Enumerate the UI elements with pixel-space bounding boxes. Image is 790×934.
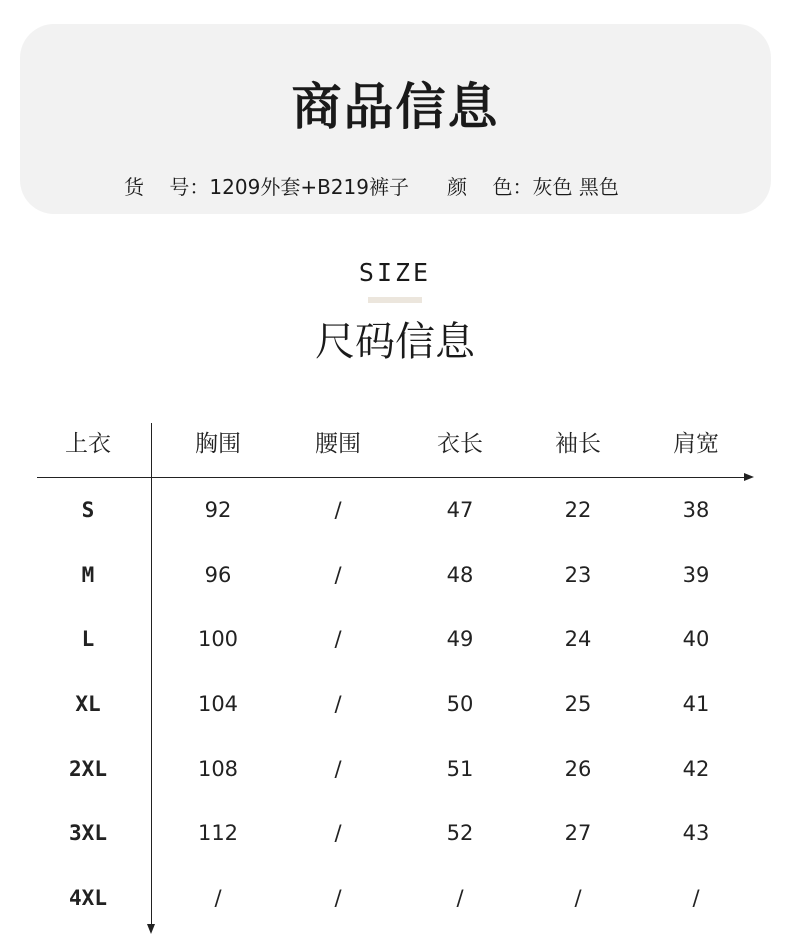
- measurement-cell: 92: [204, 498, 232, 522]
- measurement-cell: 26: [564, 757, 592, 781]
- measurement-cell: /: [214, 886, 222, 910]
- measurement-cell: /: [692, 886, 700, 910]
- measurement-cell: 47: [446, 498, 474, 522]
- size-label-cell: 3XL: [69, 821, 107, 845]
- measurement-cell: 100: [197, 627, 239, 651]
- measurement-cell: 52: [446, 821, 474, 845]
- header-sleeve: 袖长: [555, 431, 601, 457]
- measurement-cell: 27: [564, 821, 592, 845]
- measurement-cell: 43: [682, 821, 710, 845]
- product-info-title: 商品信息: [291, 78, 500, 136]
- measurement-cell: 40: [682, 627, 710, 651]
- size-heading-zh: 尺码信息: [315, 319, 475, 365]
- measurement-cell: 51: [446, 757, 474, 781]
- measurement-cell: /: [574, 886, 582, 910]
- measurement-cell: 112: [197, 821, 239, 845]
- measurement-cell: 24: [564, 627, 592, 651]
- measurement-cell: 49: [446, 627, 474, 651]
- horizontal-arrow-icon: [744, 473, 754, 481]
- measurement-cell: 39: [682, 563, 710, 587]
- measurement-cell: 96: [204, 563, 232, 587]
- measurement-cell: /: [334, 498, 342, 522]
- header-waist: 腰围: [315, 431, 361, 457]
- measurement-cell: /: [334, 563, 342, 587]
- measurement-cell: /: [334, 692, 342, 716]
- header-chest: 胸围: [195, 431, 241, 457]
- product-info-card: [20, 24, 771, 214]
- size-heading-underline: [368, 297, 422, 303]
- size-label-cell: XL: [75, 692, 101, 716]
- vertical-arrow-icon: [147, 924, 155, 934]
- measurement-cell: 22: [564, 498, 592, 522]
- measurement-cell: /: [334, 757, 342, 781]
- size-label-cell: 4XL: [69, 886, 107, 910]
- measurement-cell: 42: [682, 757, 710, 781]
- size-heading-en: SIZE: [358, 258, 432, 287]
- measurement-cell: 48: [446, 563, 474, 587]
- product-details-line: 货 号：1209外套+B219裤子 颜 色：灰色 黑色: [124, 175, 619, 199]
- size-label-cell: S: [81, 498, 95, 522]
- size-label-cell: L: [81, 627, 95, 651]
- measurement-cell: 38: [682, 498, 710, 522]
- header-top: 上衣: [65, 431, 111, 457]
- table-horizontal-axis: [37, 477, 747, 478]
- header-length: 衣长: [437, 431, 483, 457]
- size-label-cell: M: [81, 563, 95, 587]
- table-vertical-axis: [151, 423, 152, 926]
- measurement-cell: 23: [564, 563, 592, 587]
- header-shoulder: 肩宽: [673, 431, 719, 457]
- measurement-cell: 108: [197, 757, 239, 781]
- measurement-cell: 25: [564, 692, 592, 716]
- size-label-cell: 2XL: [69, 757, 107, 781]
- measurement-cell: 50: [446, 692, 474, 716]
- measurement-cell: /: [456, 886, 464, 910]
- measurement-cell: /: [334, 627, 342, 651]
- measurement-cell: /: [334, 821, 342, 845]
- measurement-cell: 104: [197, 692, 239, 716]
- measurement-cell: /: [334, 886, 342, 910]
- measurement-cell: 41: [682, 692, 710, 716]
